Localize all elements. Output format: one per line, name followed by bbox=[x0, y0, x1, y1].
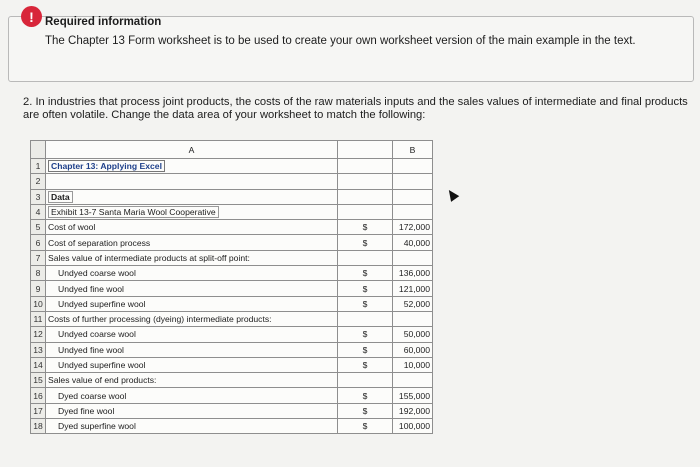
cell-b[interactable] bbox=[393, 311, 433, 326]
row-number[interactable]: 18 bbox=[31, 419, 46, 434]
cell-currency[interactable]: $ bbox=[338, 419, 393, 434]
cell-a[interactable]: Dyed coarse wool bbox=[46, 388, 338, 403]
row-number[interactable]: 4 bbox=[31, 204, 46, 219]
cell-a[interactable]: Undyed coarse wool bbox=[46, 327, 338, 342]
cell-b[interactable] bbox=[393, 159, 433, 174]
info-text: The Chapter 13 Form worksheet is to be used to create your own worksheet version of the main example in the text. bbox=[45, 35, 636, 47]
cell-a[interactable]: Undyed superfine wool bbox=[46, 357, 338, 372]
row-number[interactable]: 13 bbox=[31, 342, 46, 357]
column-header-b[interactable]: B bbox=[393, 141, 433, 159]
cell-b[interactable] bbox=[393, 174, 433, 189]
cell-currency[interactable]: $ bbox=[338, 403, 393, 418]
cell-b[interactable]: 100,000 bbox=[393, 419, 433, 434]
cell-b[interactable] bbox=[393, 373, 433, 388]
cell-a[interactable] bbox=[46, 204, 338, 219]
cell-a[interactable]: Undyed superfine wool bbox=[46, 296, 338, 311]
exclamation-icon: ! bbox=[21, 6, 42, 27]
cell-currency[interactable] bbox=[338, 373, 393, 388]
cell-currency[interactable]: $ bbox=[338, 266, 393, 281]
cell-a[interactable]: Undyed coarse wool bbox=[46, 266, 338, 281]
spreadsheet-row bbox=[31, 419, 433, 434]
cell-b[interactable]: 40,000 bbox=[393, 235, 433, 250]
cell-currency[interactable]: $ bbox=[338, 327, 393, 342]
spreadsheet-row bbox=[31, 357, 433, 372]
cell-a[interactable]: Cost of wool bbox=[46, 220, 338, 235]
spreadsheet-row bbox=[31, 220, 433, 235]
cell-currency[interactable]: $ bbox=[338, 281, 393, 296]
spreadsheet-row bbox=[31, 373, 433, 388]
spreadsheet-row bbox=[31, 189, 433, 204]
spreadsheet-row bbox=[31, 266, 433, 281]
cell-a[interactable] bbox=[46, 159, 338, 174]
row-number[interactable]: 14 bbox=[31, 357, 46, 372]
cell-b[interactable]: 52,000 bbox=[393, 296, 433, 311]
cell-currency[interactable]: $ bbox=[338, 342, 393, 357]
spreadsheet-row bbox=[31, 174, 433, 189]
info-title: Required information bbox=[45, 16, 162, 28]
row-number[interactable]: 7 bbox=[31, 250, 46, 265]
row-number[interactable]: 1 bbox=[31, 159, 46, 174]
cell-a[interactable]: Dyed superfine wool bbox=[46, 419, 338, 434]
spreadsheet-row bbox=[31, 281, 433, 296]
cell-currency[interactable]: $ bbox=[338, 388, 393, 403]
spreadsheet-row bbox=[31, 204, 433, 219]
spreadsheet-row bbox=[31, 342, 433, 357]
row-number[interactable]: 5 bbox=[31, 220, 46, 235]
question-text: 2. In industries that process joint products, the costs of the raw materials inputs and the sales values of intermediate and final products are often volatile. Change the data area of your worksheet to match the following: bbox=[23, 96, 688, 121]
cell-b[interactable] bbox=[393, 204, 433, 219]
spreadsheet-row bbox=[31, 327, 433, 342]
cell-a[interactable]: Dyed fine wool bbox=[46, 403, 338, 418]
cell-currency[interactable] bbox=[338, 189, 393, 204]
row-number[interactable]: 15 bbox=[31, 373, 46, 388]
row-number[interactable]: 6 bbox=[31, 235, 46, 250]
cell-currency[interactable] bbox=[338, 159, 393, 174]
cell-a[interactable]: Cost of separation process bbox=[46, 235, 338, 250]
spreadsheet-row bbox=[31, 159, 433, 174]
cell-currency[interactable] bbox=[338, 250, 393, 265]
cell-currency[interactable]: $ bbox=[338, 235, 393, 250]
column-header-row bbox=[31, 141, 433, 159]
cell-a[interactable]: Undyed fine wool bbox=[46, 342, 338, 357]
cell-b[interactable]: 136,000 bbox=[393, 266, 433, 281]
row-number[interactable]: 3 bbox=[31, 189, 46, 204]
spreadsheet-row bbox=[31, 235, 433, 250]
cell-currency[interactable] bbox=[338, 174, 393, 189]
cell-a[interactable] bbox=[46, 189, 338, 204]
cell-currency[interactable] bbox=[338, 204, 393, 219]
cell-a[interactable]: Sales value of end products: bbox=[46, 373, 338, 388]
cell-currency[interactable]: $ bbox=[338, 296, 393, 311]
cell-a-text: Exhibit 13-7 Santa Maria Wool Cooperative bbox=[48, 206, 219, 218]
column-header-currency bbox=[338, 141, 393, 159]
spreadsheet-row bbox=[31, 296, 433, 311]
cell-a-text: Data bbox=[48, 191, 73, 203]
corner-cell bbox=[31, 141, 46, 159]
spreadsheet-row bbox=[31, 388, 433, 403]
cell-currency[interactable] bbox=[338, 311, 393, 326]
spreadsheet-row bbox=[31, 311, 433, 326]
spreadsheet-row bbox=[31, 403, 433, 418]
row-number[interactable]: 17 bbox=[31, 403, 46, 418]
cell-b[interactable]: 155,000 bbox=[393, 388, 433, 403]
row-number[interactable]: 11 bbox=[31, 311, 46, 326]
cell-currency[interactable]: $ bbox=[338, 220, 393, 235]
row-number[interactable]: 8 bbox=[31, 266, 46, 281]
cell-b[interactable]: 192,000 bbox=[393, 403, 433, 418]
cell-currency[interactable]: $ bbox=[338, 357, 393, 372]
cell-a[interactable]: Sales value of intermediate products at split-off point: bbox=[46, 250, 338, 265]
cell-b[interactable] bbox=[393, 189, 433, 204]
row-number[interactable]: 10 bbox=[31, 296, 46, 311]
cell-a-text: Chapter 13: Applying Excel bbox=[48, 160, 165, 172]
row-number[interactable]: 2 bbox=[31, 174, 46, 189]
cell-b[interactable]: 60,000 bbox=[393, 342, 433, 357]
cell-b[interactable]: 50,000 bbox=[393, 327, 433, 342]
row-number[interactable]: 12 bbox=[31, 327, 46, 342]
row-number[interactable]: 9 bbox=[31, 281, 46, 296]
cell-a[interactable]: Undyed fine wool bbox=[46, 281, 338, 296]
cell-b[interactable]: 10,000 bbox=[393, 357, 433, 372]
cell-b[interactable]: 172,000 bbox=[393, 220, 433, 235]
cell-a[interactable] bbox=[46, 174, 338, 189]
cell-b[interactable] bbox=[393, 250, 433, 265]
mouse-pointer-icon bbox=[445, 187, 460, 202]
row-number[interactable]: 16 bbox=[31, 388, 46, 403]
spreadsheet-row bbox=[31, 250, 433, 265]
spreadsheet bbox=[30, 140, 433, 434]
column-header-a[interactable]: A bbox=[46, 141, 338, 159]
cell-b[interactable]: 121,000 bbox=[393, 281, 433, 296]
cell-a[interactable]: Costs of further processing (dyeing) intermediate products: bbox=[46, 311, 338, 326]
